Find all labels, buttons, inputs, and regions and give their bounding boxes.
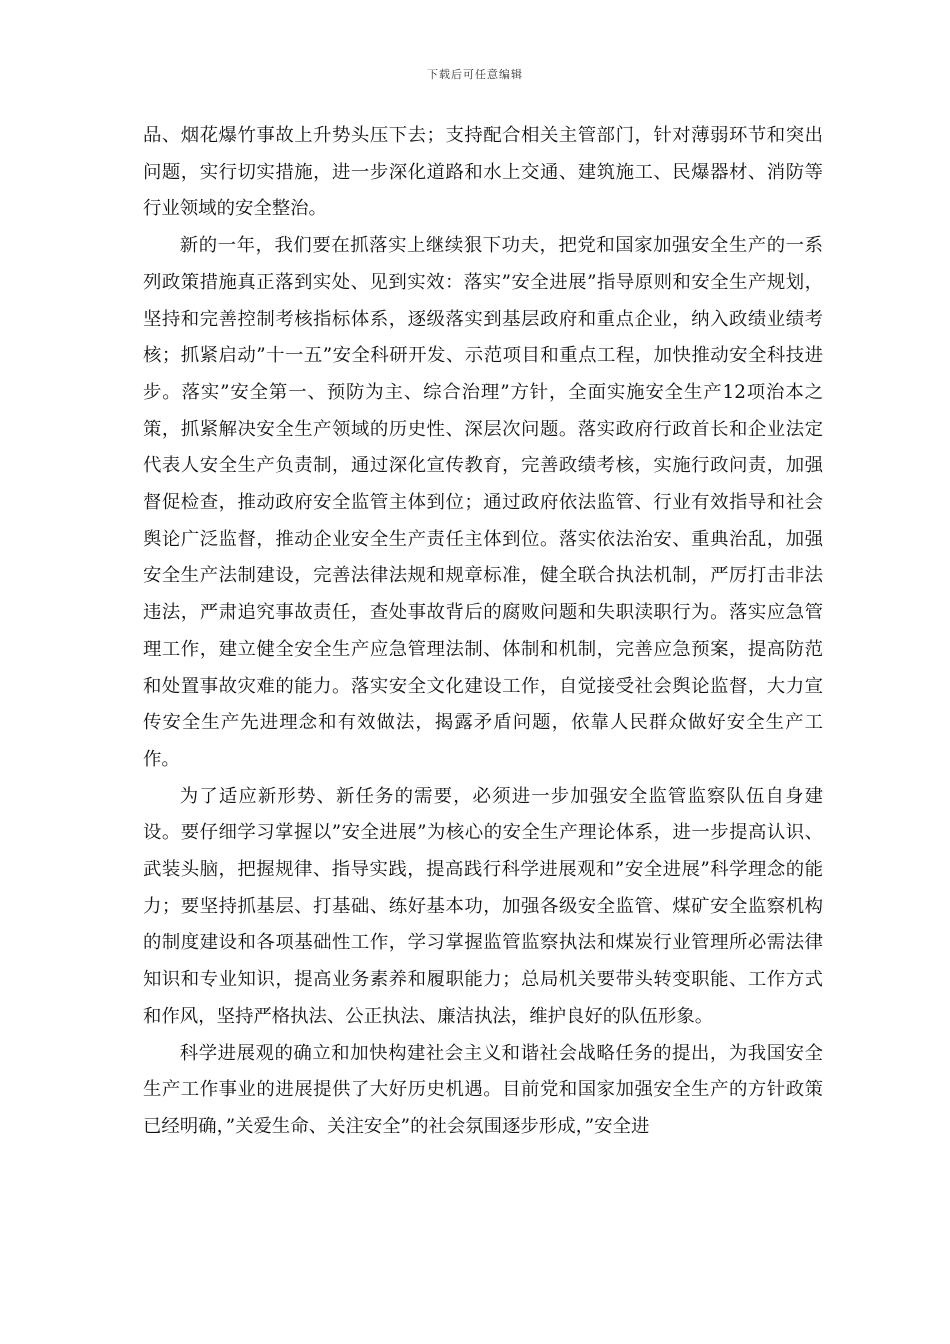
- document-body: [143, 118, 823, 1146]
- paragraph-4: 科学进展观的确立和加快构建社会主义和谐社会战略任务的提出，为我国安全生产工作事业的进展提供了大好历史机遇。目前党和国家加强安全生产的方针政策已经明确，”关爱生命、关注安全”的社会氛围逐步形成，”安全进: [143, 1042, 823, 1137]
- page-header: 下载后可任意编辑: [427, 68, 523, 81]
- paragraph-2: 新的一年，我们要在抓落实上继续狠下功夫，把党和国家加强安全生产的一系列政策措施真正落到实处、见到实效：落实”安全进展”指导原则和安全生产规划，坚持和完善控制考核指标体系，逐级落实到基层政府和重点企业，纳入政绩业绩考核；抓紧启动”十一五”安全科研开发、示范项目和重点工程，加快推动安全科技进步。落实”安全第一、预防为主、综合治理”方针，全面实施安全生产12项治本之策，抓紧解决安全生产领域的历史性、深层次问题。落实政府行政首长和企业法定代表人安全生产负责制，通过深化宣传教育，完善政绩考核，实施行政问责，加强督促检查，推动政府安全监管主体到位；通过政府依法监管、行业有效指导和社会舆论广泛监督，推动企业安全生产责任主体到位。落实依法治安、重典治乱，加强安全生产法制建设，完善法律法规和规章标准，健全联合执法机制，严厉打击非法违法，严肃追究事故责任，查处事故背后的腐败问题和失职渎职行为。落实应急管理工作，建立健全安全生产应急管理法制、体制和机制，完善应急预案，提高防范和处置事故灾难的能力。落实安全文化建设工作，自觉接受社会舆论监督，大力宣传安全生产先进理念和有效做法，揭露矛盾问题，依靠人民群众做好安全生产工作。: [143, 235, 823, 770]
- paragraph-1: 品、烟花爆竹事故上升势头压下去；支持配合相关主管部门，针对薄弱环节和突出问题，实行切实措施，进一步深化道路和水上交通、建筑施工、民爆器材、消防等行业领域的安全整治。: [143, 125, 823, 220]
- paragraph-3: 为了适应新形势、新任务的需要，必须进一步加强安全监管监察队伍自身建设。要仔细学习掌握以”安全进展”为核心的安全生产理论体系，进一步提高认识、武装头脑，把握规律、指导实践，提高践行科学进展观和”安全进展”科学理念的能力；要坚持抓基层、打基础、练好基本功，加强各级安全监管、煤矿安全监察机构的制度建设和各项基础性工作，学习掌握监管监察执法和煤炭行业管理所必需法律知识和专业知识，提高业务素养和履职能力；总局机关要带头转变职能、工作方式和作风，坚持严格执法、公正执法、廉洁执法，维护良好的队伍形象。: [143, 785, 823, 1027]
